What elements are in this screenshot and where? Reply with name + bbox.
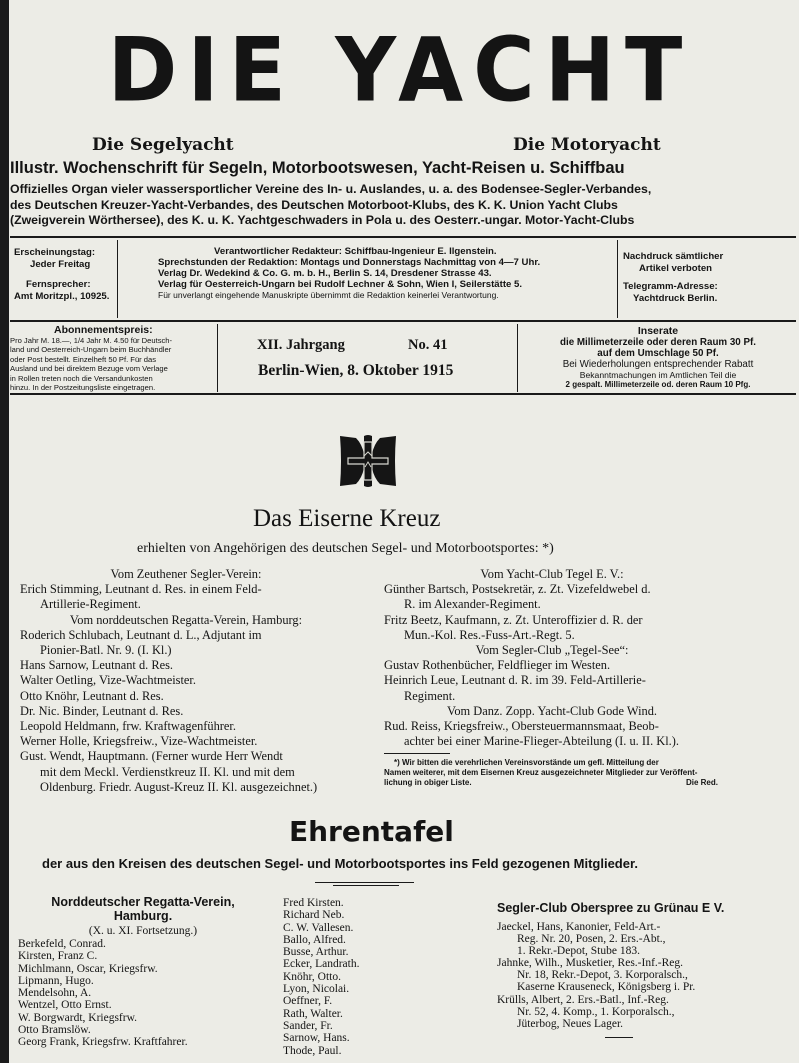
honoree-line: Otto Knöhr, Leutnant d. Res. [20,688,164,703]
member-line: Jahnke, Wilh., Musketier, Res.-Inf.-Reg. [497,957,684,970]
member-line: Jüterbog, Neues Lager. [517,1017,624,1030]
info-left-line: Amt Moritzpl., 10925. [14,291,110,302]
member-line: Sarnow, Hans. [283,1032,350,1045]
organ-line: des Deutschen Kreuzer-Yacht-Verbandes, des Deutschen Motorboot-Klubs, des K. K. Union Yacht Clubs [10,197,618,212]
rule-mid [10,320,796,322]
member-line: Thode, Paul. [283,1044,342,1057]
footnote-rule [384,753,450,754]
member-line: Otto Bramslöw. [18,1024,91,1037]
footnote-line: Namen weiterer, mit dem Eisernen Kreuz ausgezeichneter Mitglieder zur Veröffent- [384,768,698,777]
honoree-line: Gust. Wendt, Hauptmann. (Ferner wurde Herr Wendt [20,749,283,764]
honoree-line: Roderich Schlubach, Leutnant d. L., Adjutant im [20,627,262,642]
tagline: Illustr. Wochenschrift für Segeln, Motorbootswesen, Yacht-Reisen u. Schiffbau [10,159,625,177]
issue-number: No. 41 [408,337,448,353]
member-line: Michlmann, Oscar, Kriegsfrw. [18,962,158,975]
honoree-line: Walter Oetling, Vize-Wachtmeister. [20,673,196,688]
subscription-line: in Rollen treten noch die Versandunkosten [10,373,153,383]
subscription-line: land und Oesterreich-Ungarn beim Buchhändler [10,345,172,355]
member-line: Nr. 52, 4. Komp., 1. Korporalsch., [517,1005,675,1018]
member-line: Ecker, Landrath. [283,958,360,971]
member-line: Richard Neb. [283,909,345,922]
info-left-line: Fernsprecher: [26,279,91,290]
info-right-line: Artikel verboten [639,263,713,274]
club-note: (X. u. XI. Fortsetzung.) [88,925,198,937]
info-center [158,246,540,301]
ehrentafel-rule-short [333,885,399,886]
honoree-line: Heinrich Leue, Leutnant d. R. im 39. Feld-Artillerie- [384,673,646,688]
organ-line: Offizielles Organ vieler wassersportlicher Vereine des In- u. Auslandes, u. a. des Bodensee-Segler-Verbandes, [10,182,652,196]
article-subtitle: erhielten von Angehörigen des deutschen Segel- und Motorbootsportes: *) [137,541,554,556]
masthead-title: DIE YACHT [107,18,693,122]
club-heading: Norddeutscher Regatta-Verein, [51,895,235,909]
info-left [14,247,109,303]
info-right-line: Nachdruck sämtlicher [623,251,724,262]
issue-dateline: Berlin-Wien, 8. Oktober 1915 [258,362,454,379]
ehrentafel-title: Ehrentafel [289,815,454,848]
member-line: Rath, Walter. [283,1007,343,1020]
info-right-line: Telegramm-Adresse: [623,281,718,292]
member-line: Lipmann, Hugo. [18,974,94,987]
honoree-line: Vom Segler-Club „Tegel-See“: [475,643,629,658]
info-right [623,251,723,305]
club-heading-oberspree: Segler-Club Oberspree zu Grünau E V. [497,901,725,915]
member-line: 1. Rekr.-Depot, Stube 183. [517,945,640,958]
honoree-line: Hans Sarnow, Leutnant d. Res. [20,658,174,673]
inserate-heading: Inserate [637,325,679,337]
inserate-line: die Millimeterzeile oder deren Raum 30 Pf. [560,337,756,348]
inserate-line: Bei Wiederholungen entsprechender Rabatt [562,359,754,370]
footnote-signature: Die Red. [685,778,718,787]
col3-end-rule [605,1037,633,1038]
issue-jahrgang: XII. Jahrgang [257,337,345,353]
member-line: Wentzel, Otto Ernst. [18,999,112,1012]
article-title: Das Eiserne Kreuz [253,505,441,532]
member-line: Knöhr, Otto. [283,970,341,983]
honoree-line: achter bei einer Marine-Flieger-Abteilung (I. u. II. Kl.). [404,734,679,749]
honoree-line: Fritz Beetz, Kaufmann, z. Zt. Unteroffizier d. R. der [384,612,643,627]
member-line: Busse, Arthur. [283,946,349,959]
organ-line: (Zweigverein Wörthersee), des K. u. K. Yachtgeschwaders in Pola u. des Oesterr.-ungar. Motor-Yacht-Clubs [10,213,635,227]
member-line: Mendelsohn, A. [18,987,92,1000]
member-line: Nr. 18, Rekr.-Depot, 3. Korporalsch., [517,969,688,982]
honoree-line: Werner Holle, Kriegsfreiw., Vize-Wachtmeister. [20,734,258,749]
rule-info-left [117,240,118,318]
organ-text [10,182,651,229]
eiserne-kreuz-column-right [384,567,720,749]
info-right-line: Yachtdruck Berlin. [633,293,718,304]
subtitle-motoryacht: Die Motoryacht [513,135,661,155]
honoree-line: Günther Bartsch, Postsekretär, z. Zt. Vizefeldwebel d. [384,582,651,597]
footnote [384,758,718,788]
info-center-line: Sprechstunden der Redaktion: Montags und Donnerstags Nachmittag von 4—7 Uhr. [158,257,541,268]
member-line: Kaserne Krauseneck, Königsberg i. Pr. [517,981,696,994]
rule-info-right [617,240,618,318]
honoree-line: Regiment. [404,688,456,703]
honoree-line: Dr. Nic. Binder, Leutnant d. Res. [20,703,184,718]
member-line: Ballo, Alfred. [283,933,346,946]
inserate-line: 2 gespalt. Millimeterzeile od. deren Raum 10 Pfg. [565,380,751,389]
member-line: W. Borgwardt, Kriegsfrw. [18,1011,138,1024]
rule-top [10,236,796,238]
member-line: Kirsten, Franz C. [18,950,98,963]
inserate-line: auf dem Umschlage 50 Pf. [597,348,719,359]
info-center-line: Verlag für Oesterreich-Ungarn bei Rudolf Lechner & Sohn, Wien I, Seilerstätte 5. [158,279,523,290]
subscription-line: hinzu. In der Postzeitungsliste eingetragen. [10,383,156,393]
honoree-line: Oldenburg. Friedr. August-Kreuz II. Kl. ausgezeichnet.) [40,779,318,794]
subscription-box [10,324,172,392]
ehrentafel-col3 [497,921,695,1030]
member-line: Sander, Fr. [283,1019,333,1032]
subscription-line: Pro Jahr M. 18.—, 1/4 Jahr M. 4.50 für Deutsch- [10,336,173,345]
honoree-line: Mun.-Kol. Res.-Fuss-Art.-Regt. 5. [404,627,575,642]
subtitle-segelyacht: Die Segelyacht [92,135,234,155]
page-spine-edge [0,0,9,1063]
ehrentafel-col2 [283,897,360,1057]
info-center-line: Verlag Dr. Wedekind & Co. G. m. b. H., Berlin S. 14, Dresdener Strasse 43. [158,268,492,279]
member-line: C. W. Vallesen. [283,921,354,934]
honoree-line: Leopold Heldmann, frw. Kraftwagenführer. [20,719,236,734]
subscription-line: oder Post bestellt. Einzelheft 50 Pf. Für das [10,354,157,364]
inserate-box [521,326,795,389]
ehrentafel-col1-header [18,895,268,937]
honoree-line: Artillerie-Regiment. [40,597,141,612]
honoree-line: Vom norddeutschen Regatta-Verein, Hamburg: [69,612,303,627]
info-left-line: Jeder Freitag [30,259,91,270]
footnote-line: *) Wir bitten die verehrlichen Vereinsvorstände um gefl. Mitteilung der [394,758,659,767]
member-line: Reg. Nr. 20, Posen, 2. Ers.-Abt., [517,933,666,946]
member-line: Lyon, Nicolai. [283,983,350,996]
honoree-line: Vom Zeuthener Segler-Verein: [110,567,262,581]
member-line: Jaeckel, Hans, Kanonier, Feld-Art.- [497,921,661,933]
member-line: Berkefeld, Conrad. [18,938,106,950]
member-line: Oeffner, F. [283,995,333,1008]
ehrentafel-col1 [18,938,188,1049]
rule-bottom [10,393,796,395]
info-left-line: Erscheinungstag: [14,247,96,258]
club-heading: Hamburg. [113,909,173,923]
ehrentafel-subtitle: der aus den Kreisen des deutschen Segel- und Motorbootsportes ins Feld gezogenen Mitglieder. [42,856,638,871]
iron-cross-icon [338,432,398,490]
member-line: Fred Kirsten. [283,897,344,909]
ehrentafel-rule [315,882,414,883]
rule-sub-right [517,324,518,392]
footnote-line: lichung in obiger Liste. [384,778,472,787]
editor-line: Verantwortlicher Redakteur: Schiffbau-Ingenieur E. Ilgenstein. [214,246,497,257]
info-left-line [14,271,109,279]
info-center-line: Für unverlangt eingehende Manuskripte übernimmt die Redaktion keinerlei Verantwortung. [158,290,499,300]
honoree-line: Erich Stimming, Leutnant d. Res. in einem Feld- [20,582,262,597]
eiserne-kreuz-column-left [20,567,352,795]
inserate-line: Bekanntmachungen im Amtlichen Teil die [579,370,737,380]
rule-sub-left [217,324,218,392]
honoree-line: Gustav Rothenbücher, Feldflieger im Westen. [384,658,611,673]
subscription-line: Ausland und bei direktem Bezuge vom Verlage [10,364,168,374]
honoree-line: Rud. Reiss, Kriegsfreiw., Obersteuermannsmaat, Beob- [384,719,659,734]
honoree-line: Pionier-Batl. Nr. 9. (I. Kl.) [40,643,172,658]
honoree-line: Vom Yacht-Club Tegel E. V.: [480,567,624,581]
subscription-heading: Abonnementspreis: [54,324,153,336]
member-line: Georg Frank, Kriegsfrw. Kraftfahrer. [18,1036,188,1049]
member-line: Krülls, Albert, 2. Ers.-Batl., Inf.-Reg. [497,993,669,1006]
honoree-line: R. im Alexander-Regiment. [404,597,541,612]
honoree-line: mit dem Meckl. Verdienstkreuz II. Kl. und mit dem [40,764,295,779]
honoree-line: Vom Danz. Zopp. Yacht-Club Gode Wind. [446,703,657,718]
